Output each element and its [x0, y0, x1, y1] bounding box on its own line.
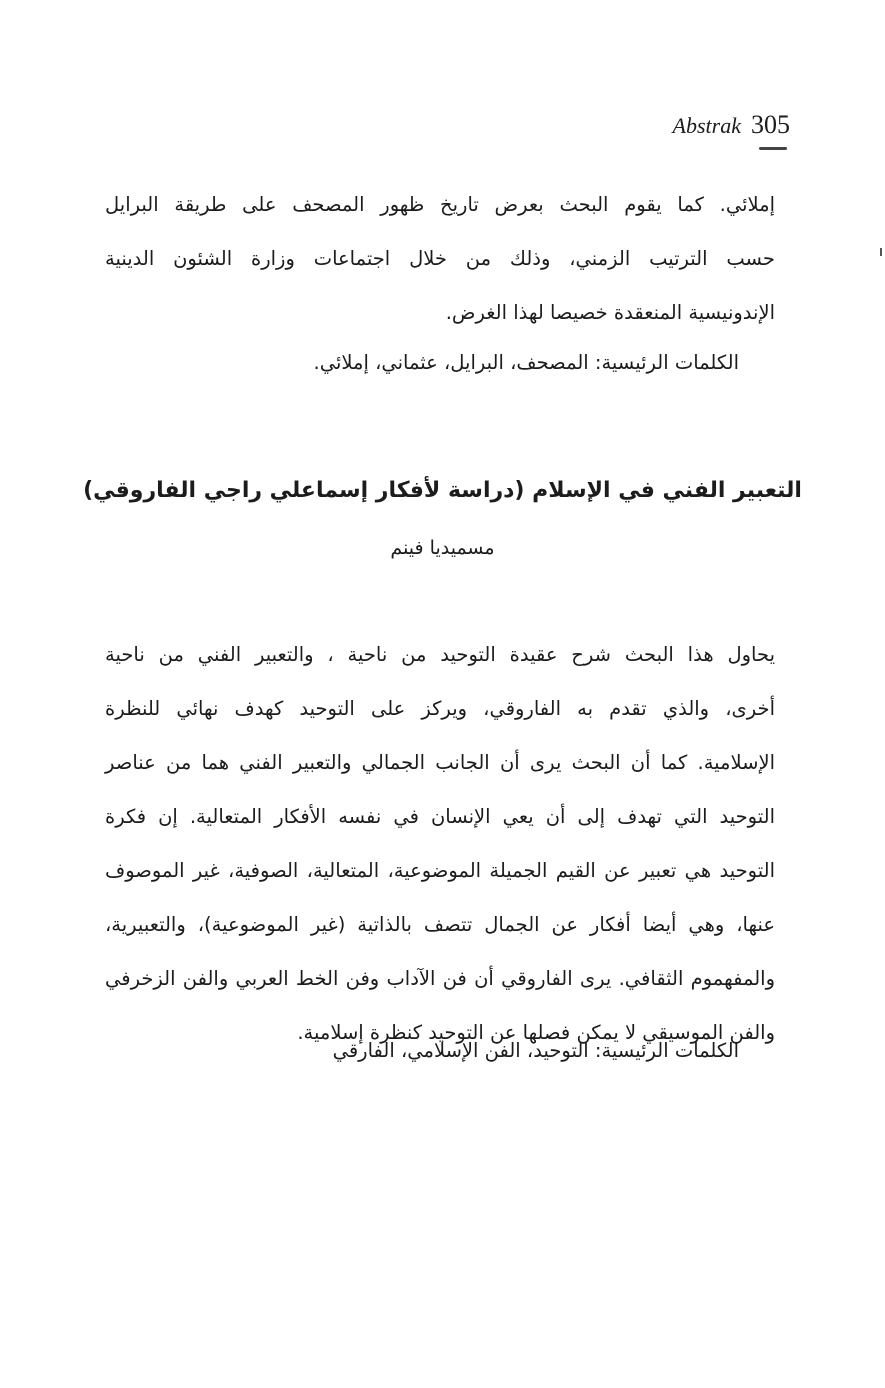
- paragraph-line: يحاول هذا البحث شرح عقيدة التوحيد من ناحية ، والتعبير الفني من ناحية: [105, 643, 775, 666]
- header-title: Abstrak: [672, 113, 741, 138]
- paragraph-line: الإندونيسية المنعقدة خصيصا لهذا الغرض.: [445, 301, 775, 324]
- previous-keywords: [69, 336, 775, 390]
- running-header: [673, 110, 790, 140]
- header-ornament: [759, 147, 787, 150]
- paragraph-line: التوحيد هي تعبير عن القيم الجميلة الموضوعية، المتعالية، الصوفية، غير الموصوف: [105, 859, 775, 882]
- page-number: 305: [751, 110, 790, 139]
- paragraph-line: حسب الترتيب الزمني، وذلك من خلال اجتماعات وزارة الشئون الدينية: [105, 247, 775, 270]
- keywords-line: الكلمات الرئيسية: المصحف، البرايل، عثماني، إملائي.: [313, 351, 739, 374]
- previous-abstract-text: [105, 178, 775, 340]
- paragraph-line: إملائي. كما يقوم البحث بعرض تاريخ ظهور المصحف على طريقة البرايل: [105, 193, 775, 216]
- paragraph-line: الإسلامية. كما أن البحث يرى أن الجانب الجمالي والتعبير الفني هما من عناصر: [105, 751, 775, 774]
- paragraph-line: أخرى، والذي تقدم به الفاروقي، ويركز على التوحيد كهدف نهائي للنظرة: [105, 697, 775, 720]
- keywords-line: الكلمات الرئيسية: التوحيد، الفن الإسلامي، الفارقي: [332, 1039, 739, 1062]
- page-edge-mark: [880, 248, 882, 256]
- article-keywords: [69, 1024, 775, 1078]
- article-author: مسميديا فينم: [390, 537, 495, 559]
- paragraph-line: والفن الموسيقي لا يمكن فصلها عن التوحيد كنظرة إسلامية.: [297, 1021, 775, 1044]
- paragraph-line: عنها، وهي أيضا أفكار عن الجمال تتصف بالذاتية (غير الموضوعية)، والتعبيرية،: [105, 913, 775, 936]
- article-title: التعبير الفني في الإسلام (دراسة لأفكار إسماعلي راجي الفاروقي): [83, 478, 802, 503]
- paragraph-line: التوحيد التي تهدف إلى أن يعي الإنسان في نفسه الأفكار المتعالية. إن فكرة: [105, 805, 775, 828]
- paragraph-line: والمفهموم الثقافي. يرى الفاروقي أن فن الآداب وفن الخط العربي والفن الزخرفي: [105, 967, 775, 990]
- article-abstract-text: [105, 628, 775, 1060]
